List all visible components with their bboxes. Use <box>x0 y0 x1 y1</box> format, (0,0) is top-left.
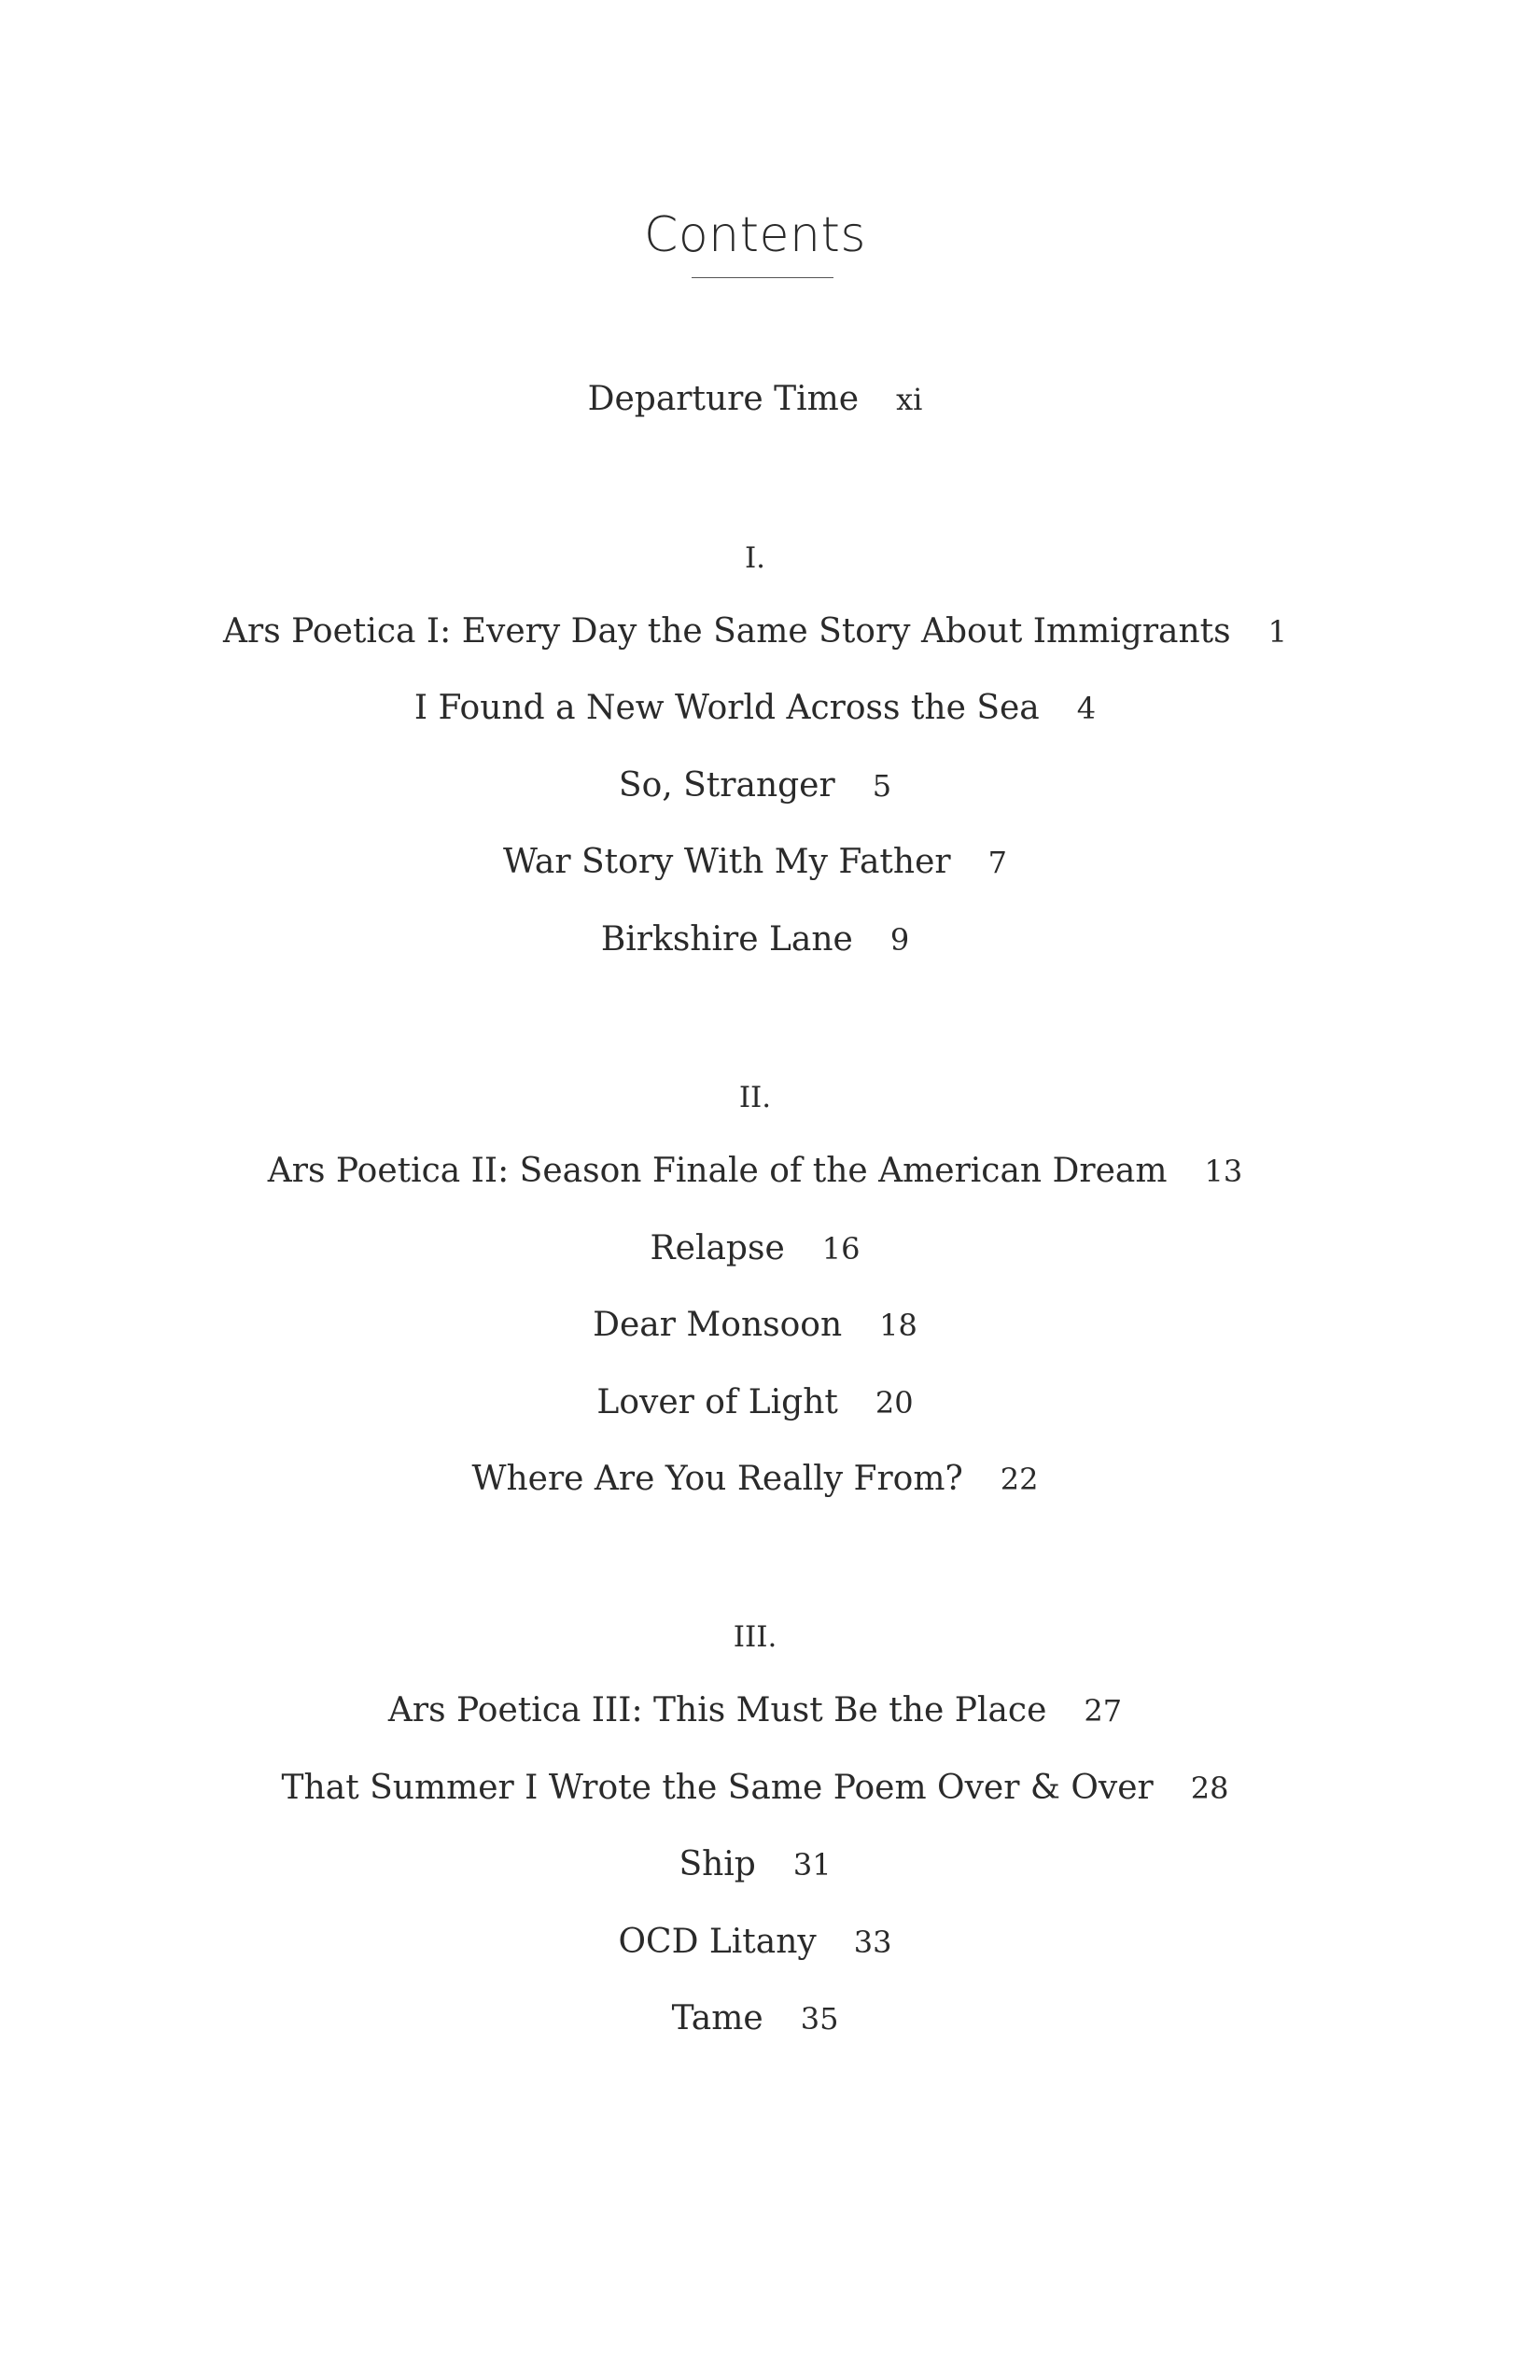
toc-entry-page: 35 <box>800 2001 839 2037</box>
toc-entry-title: Relapse <box>650 1229 785 1267</box>
toc-entry-title: Tame <box>671 1999 763 2037</box>
section-numeral-3: III. <box>733 1620 777 1654</box>
toc-entry <box>0 917 1525 963</box>
toc-entry-title: That Summer I Wrote the Same Poem Over & Over <box>281 1769 1154 1807</box>
toc-entry <box>0 1148 1525 1195</box>
toc-entry-page: 20 <box>875 1385 914 1421</box>
toc-entry-page: 22 <box>1000 1462 1039 1497</box>
toc-entry <box>0 1919 1525 1966</box>
toc-entry-title: So, Stranger <box>618 766 835 805</box>
toc-entry-title: Dear Monsoon <box>593 1306 843 1344</box>
toc-entry <box>0 1765 1525 1812</box>
toc-entry <box>0 1379 1525 1426</box>
toc-entry-title: Ship <box>679 1845 756 1883</box>
toc-entry-page: 27 <box>1084 1693 1123 1729</box>
toc-entry-page: 28 <box>1190 1771 1229 1806</box>
toc-entry-title: War Story With My Father <box>503 843 951 881</box>
toc-entry <box>0 839 1525 886</box>
toc-entry-title: I Found a New World Across the Sea <box>413 689 1040 727</box>
toc-entry-page: 31 <box>792 1847 832 1883</box>
section-numeral-2: II. <box>738 1081 772 1114</box>
toc-entry <box>0 1225 1525 1272</box>
toc-entry-page: 18 <box>879 1308 917 1343</box>
toc-entry-page: 13 <box>1204 1154 1243 1189</box>
toc-entry <box>0 685 1525 732</box>
toc-entry-title: Lover of Light <box>596 1383 838 1421</box>
toc-entry <box>0 1841 1525 1888</box>
toc-entry-page: 4 <box>1076 691 1097 726</box>
toc-entry-page: 33 <box>853 1925 892 1960</box>
toc-entry-title: Ars Poetica I: Every Day the Same Story About Immigrants <box>223 612 1231 651</box>
toc-entry-page: 9 <box>889 922 910 958</box>
toc-entry-title: Departure Time <box>587 380 860 418</box>
toc-entry <box>0 1687 1525 1734</box>
toc-entry-title: Birkshire Lane <box>600 920 853 959</box>
toc-entry <box>0 1456 1525 1503</box>
toc-entry <box>0 763 1525 809</box>
toc-entry-title: Ars Poetica III: This Must Be the Place <box>387 1691 1047 1729</box>
page-title: Contents <box>644 207 866 263</box>
toc-entry-page: 7 <box>987 845 1007 880</box>
toc-entry-page: 5 <box>872 768 892 804</box>
toc-entry-title: OCD Litany <box>618 1923 817 1961</box>
toc-entry <box>0 609 1525 655</box>
toc-entry-departure-time <box>0 376 1525 423</box>
toc-entry-page: xi <box>896 382 923 417</box>
toc-entry-page: 1 <box>1267 614 1287 650</box>
title-underline <box>692 277 833 278</box>
toc-entry-title: Where Are You Really From? <box>471 1460 963 1498</box>
toc-entry <box>0 1995 1525 2042</box>
section-numeral-1: I. <box>744 541 766 575</box>
toc-entry-title: Ars Poetica II: Season Finale of the American Dream <box>267 1152 1168 1190</box>
toc-entry-page: 16 <box>821 1231 861 1267</box>
toc-entry <box>0 1302 1525 1349</box>
